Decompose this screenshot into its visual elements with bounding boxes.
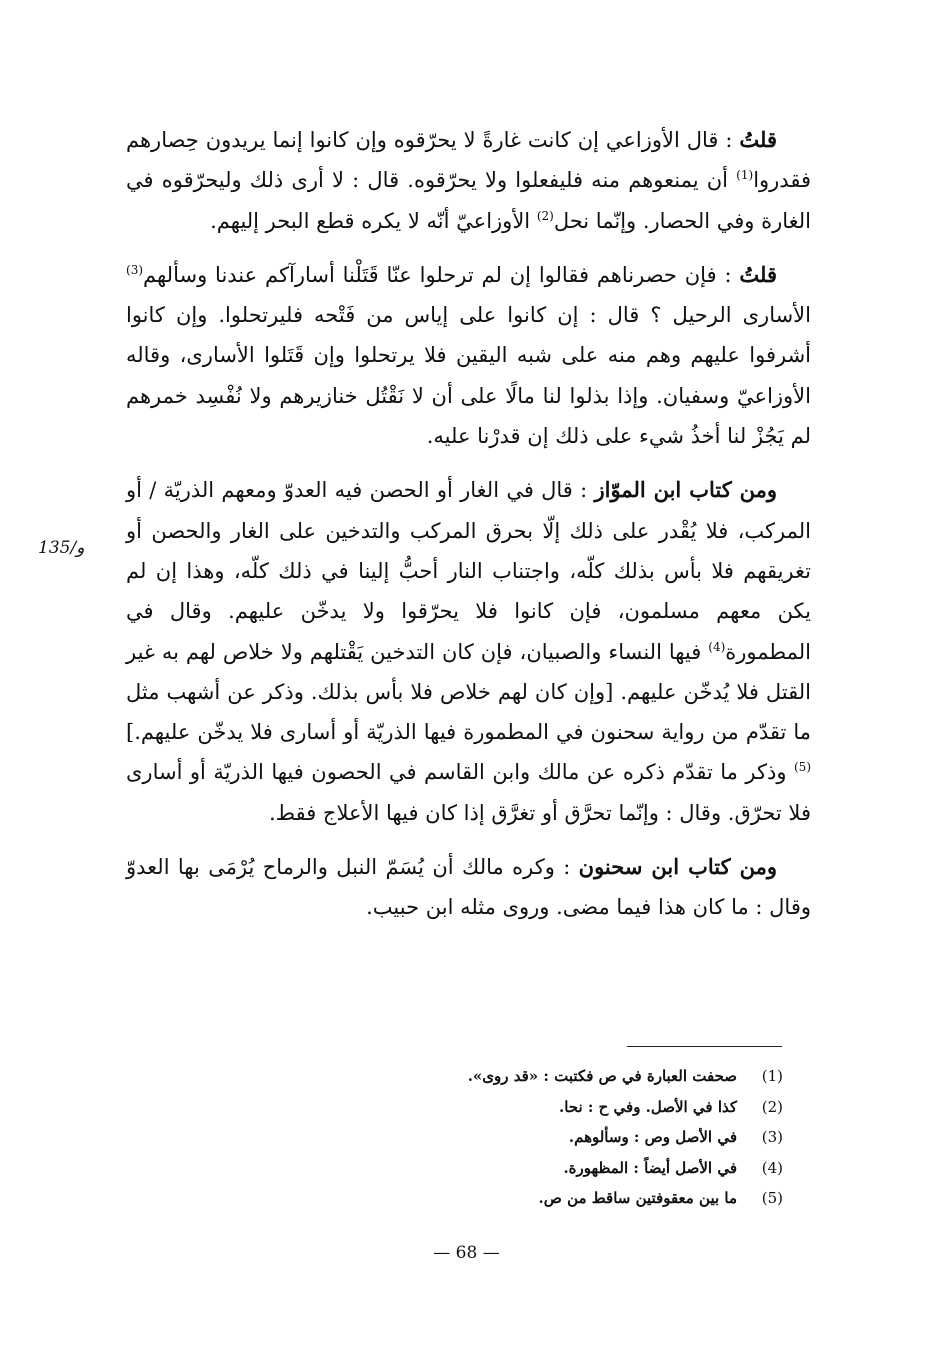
footnote-number: (3) — [761, 1128, 783, 1146]
paragraph — [126, 470, 811, 833]
footnote-marker: (3) — [126, 262, 144, 277]
footnote-item — [283, 1122, 783, 1153]
footnote-marker: (2) — [536, 208, 554, 223]
paragraph-lead: قلتُ — [739, 261, 777, 287]
paragraph — [126, 120, 811, 241]
footnote-text: كذا في الأصل. وفي ح : نحا. — [558, 1097, 737, 1116]
footnote-number: (1) — [761, 1067, 783, 1085]
text-segment: أن يمنعوهم منه فليفعلوا ولا يحرّقوه. قال : لا أرى ذلك وليحرّقوه في الغارة وفي الحصار. وإنّما نحل — [126, 168, 811, 233]
footnote-text: في الأصل أيضاً : المظهورة. — [563, 1158, 737, 1177]
footnote-marker: (4) — [708, 639, 726, 654]
footnote-text: ما بين معقوفتين ساقط من ص. — [538, 1189, 737, 1207]
margin-folio-note: 135/و — [38, 538, 85, 558]
text-segment: وذكر ما تقدّم ذكره عن مالك وابن القاسم في الحصون فيها الذريّة أو أسارى فلا تحرّق. وقال : وإنّما تحرَّق أو تغرَّق إذا كان فيها الأعلاج فقط. — [126, 760, 811, 825]
text-segment: الأوزاعيّ أنّه لا يكره قطع البحر إليهم. — [210, 208, 537, 233]
paragraph — [126, 255, 811, 456]
text-segment: الأسارى الرحيل ؟ قال : إن كانوا على إياس من فَتْحه فليرتحلوا. وإن كانوا أشرفوا عليهم وهم منه على شبه اليقين فلا يرتحلوا وإن قَتَلوا الأسارى، وقاله الأوزاعيّ وسفيان. وإذا بذلوا لنا مالًا على أن لا نَقْتُل خنازيرهم ولا نُفْسِد خمرهم لم يَجُزْ لنا أخذُ شيء على ذلك إن قدرْنا عليه. — [126, 303, 811, 449]
paragraph-lead: ومن كتاب ابن سحنون — [578, 854, 777, 880]
footnote-item — [283, 1183, 783, 1214]
text-segment: : قال في الغار أو الحصن فيه العدوّ ومعهم الذريّة / أو المركب، فلا يُقْدر على ذلك إلّا بحرق المركب والتدخين على الغار والحصن أو تغريقهم فلا بأس بذلك كلّه، واجتناب النار أحبُّ إلينا في ذلك كلّه، وهذا إن لم يكن معهم مسلمون، فإن كانوا فلا يحرّقوا ولا يدخّن عليهم. وقال في المطمورة — [126, 478, 811, 664]
footnote-number: (4) — [761, 1158, 783, 1177]
footnotes — [283, 1061, 783, 1214]
text-segment: : وكره مالك أن يُسَمّ النبل والرماح يُرْمَى بها العدوّ وقال : ما كان هذا فيما مضى. وروى مثله ابن حبيب. — [126, 855, 811, 920]
text-segment: فيها النساء والصبيان، فإن كان التدخين يَقْتلهم ولا خلاص لهم به غير القتل فلا يُدخّن عليهم. [وإن كان لهم خلاص فلا بأس بذلك. وذكر عن أشهب مثل ما تقدّم من رواية سحنون في المطمورة فيها الذريّة أو أسارى فلا يدخّن عليهم.] — [126, 639, 811, 745]
footnote-item — [283, 1092, 783, 1123]
footnote-marker: (5) — [793, 760, 811, 775]
page-number: — 68 — — [433, 1243, 500, 1263]
footnote-marker: (1) — [736, 168, 754, 183]
paragraph — [126, 847, 811, 928]
footnote-separator — [627, 1046, 782, 1047]
footnote-number: (2) — [761, 1097, 783, 1116]
footnote-item — [283, 1153, 783, 1184]
paragraph-lead: قلتُ — [739, 127, 777, 152]
paragraph-lead: ومن كتاب ابن الموّاز — [594, 477, 777, 503]
footnote-text: في الأصل وص : وسألوهم. — [568, 1128, 737, 1146]
main-text — [126, 120, 811, 928]
footnote-number: (5) — [761, 1189, 783, 1207]
text-segment: : فإن حصرناهم فقالوا إن لم ترحلوا عنّا قَتَلْنا أسارآكم عندنا وسألهم — [143, 262, 740, 287]
footnote-item — [283, 1061, 783, 1092]
footnote-text: صحفت العبارة في ص فكتبت : «قد روى». — [467, 1067, 737, 1085]
text-segment: : قال الأوزاعي إن كانت غارةً لا يحرّقوه وإن كانوا إنما يريدون حِصارهم فقدروا — [126, 128, 811, 193]
